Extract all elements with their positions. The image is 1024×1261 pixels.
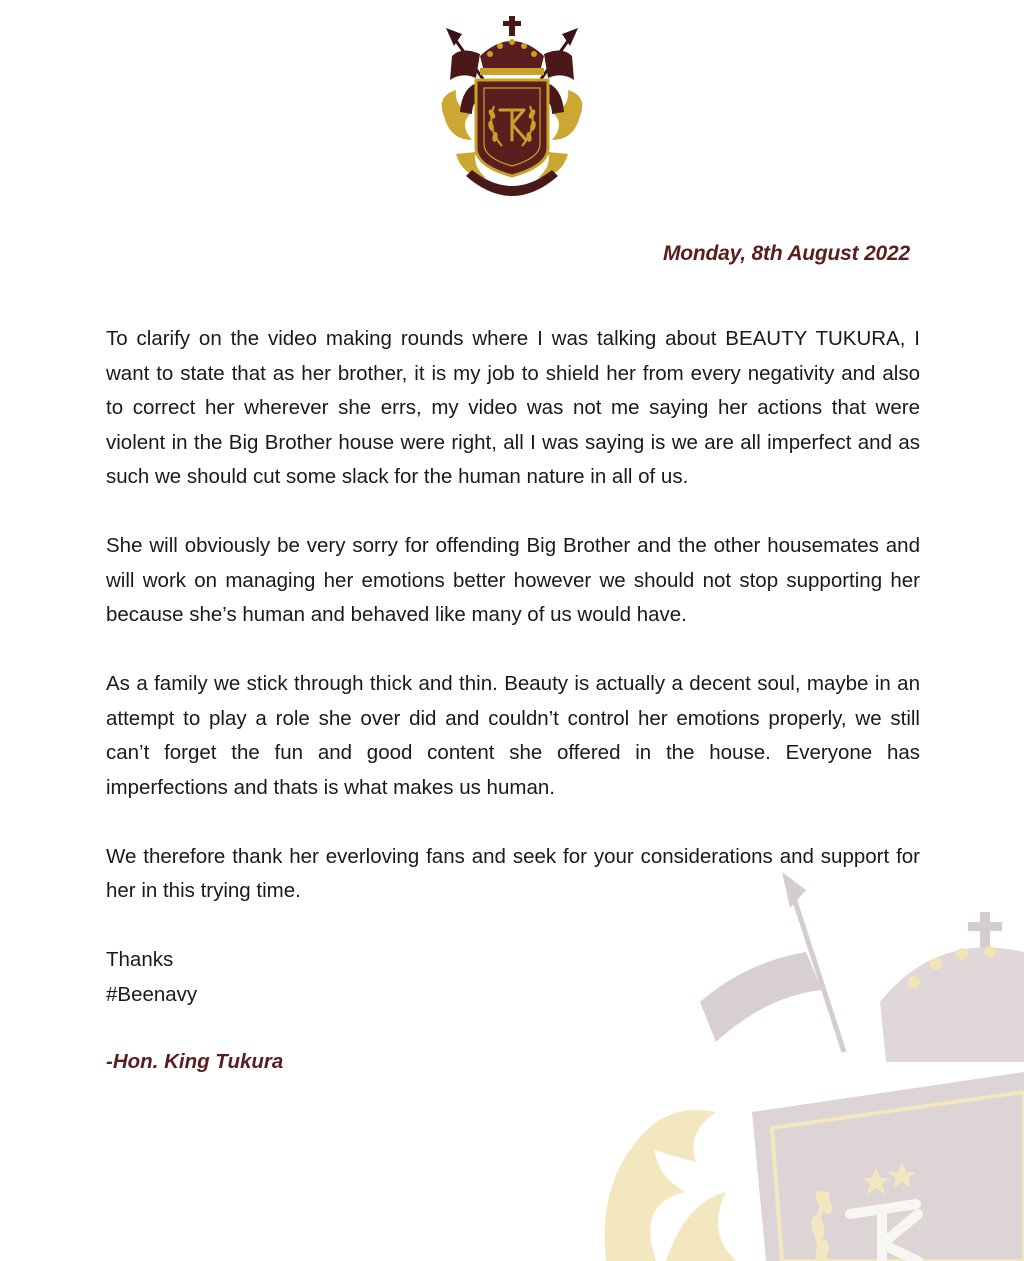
closing-thanks: Thanks — [106, 948, 174, 971]
tk-crest-logo — [432, 16, 592, 212]
paragraph-1: To clarify on the video making rounds where I was talking about BEAUTY TUKURA, I want to state that as her brother, it is my job to shield her from every negativity and also to correct her wherever she errs, my video was not me saying her actions that were violent in the Big Brother house were right, all I was saying is we are all imperfect and as such we should cut some slack for the human nature in all of us. — [106, 327, 920, 488]
paragraph-3: As a family we stick through thick and thin. Beauty is actually a decent soul, maybe in an attempt to play a role she over did and couldn’t control her emotions properly, we still can’t forget the fun and good content she offered in the house. Everyone has imperfections and thats is what makes us human. — [106, 672, 920, 799]
letter-body — [106, 322, 920, 1080]
paragraph-4: We therefore thank her everloving fans and seek for your considerations and support for her in this trying time. — [106, 844, 920, 902]
signature: -Hon. King Tukura — [106, 1050, 284, 1073]
closing-hashtag: #Beenavy — [106, 982, 198, 1006]
letter-date: Monday, 8th August 2022 — [662, 242, 910, 265]
paragraph-2: She will obviously be very sorry for offending Big Brother and the other housemates and will work on managing her emotions better however we should not stop supporting her because she’s human and behaved like many of us would have. — [106, 534, 920, 626]
